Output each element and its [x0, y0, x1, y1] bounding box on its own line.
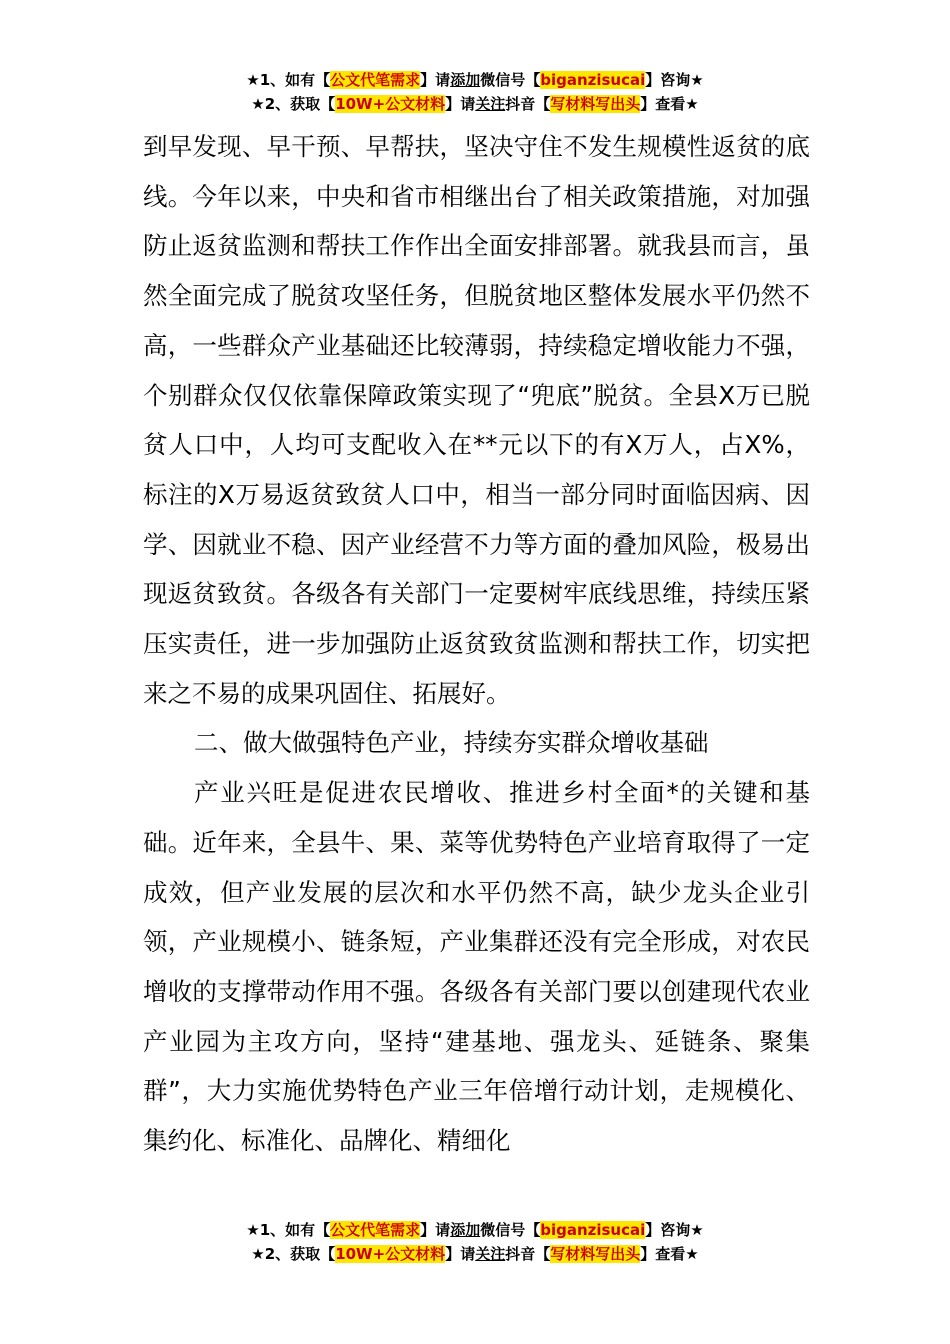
- header-highlight-materials: 10W+公文材料: [335, 95, 446, 113]
- footer-banner-line-2: ★2、获取【10W+公文材料】请关注抖音【写材料写出头】查看★: [251, 1245, 699, 1263]
- header-banner-line-2: ★2、获取【10W+公文材料】请关注抖音【写材料写出头】查看★: [251, 95, 699, 113]
- footer-highlight-wechat-id: biganzisucai: [540, 1221, 646, 1239]
- footer-banner: [0, 1218, 950, 1266]
- footer-highlight-douyin: 写材料写出头: [550, 1245, 641, 1263]
- document-body: [143, 122, 810, 1166]
- footer-banner-line-1: ★1、如有【公文代笔需求】请添加微信号【biganzisucai】咨询★: [246, 1221, 704, 1239]
- header-banner-line-1: ★1、如有【公文代笔需求】请添加微信号【biganzisucai】咨询★: [246, 71, 704, 89]
- footer-highlight-materials: 10W+公文材料: [335, 1245, 446, 1263]
- footer-highlight-ghostwriting: 公文代笔需求: [330, 1221, 421, 1239]
- body-paragraph-2: 产业兴旺是促进农民增收、推进乡村全面*的关键和基础。近年来，全县牛、果、菜等优势特色产业培育取得了一定成效，但产业发展的层次和水平仍然不高，缺少龙头企业引领，产业规模小、链条短，产业集群还没有完全形成，对农民增收的支撑带动作用不强。各级各有关部门要以创建现代农业产业园为主攻方向，坚持“建基地、强龙头、延链条、聚集群”，大力实施优势特色产业三年倍增行动计划，走规模化、集约化、标准化、品牌化、精细化: [143, 778, 810, 1156]
- section-heading: 二、做大做强特色产业，持续夯实群众增收基础: [194, 728, 709, 758]
- header-highlight-douyin: 写材料写出头: [550, 95, 641, 113]
- header-highlight-ghostwriting: 公文代笔需求: [330, 71, 421, 89]
- body-paragraph-1: 到早发现、早干预、早帮扶，坚决守住不发生规模性返贫的底线。今年以来，中央和省市相继出台了相关政策措施，对加强防止返贫监测和帮扶工作作出全面安排部署。就我县而言，虽然全面完成了脱贫攻坚任务，但脱贫地区整体发展水平仍然不高，一些群众产业基础还比较薄弱，持续稳定增收能力不强，个别群众仅仅依靠保障政策实现了“兜底”脱贫。全县X万已脱贫人口中，人均可支配收入在**元以下的有X万人，占X%，标注的X万易返贫致贫人口中，相当一部分同时面临因病、因学、因就业不稳、因产业经营不力等方面的叠加风险，极易出现返贫致贫。各级各有关部门一定要树牢底线思维，持续压紧压实责任，进一步加强防止返贫致贫监测和帮扶工作，切实把来之不易的成果巩固住、拓展好。: [143, 132, 810, 708]
- header-banner: [0, 68, 950, 116]
- header-highlight-wechat-id: biganzisucai: [540, 71, 646, 89]
